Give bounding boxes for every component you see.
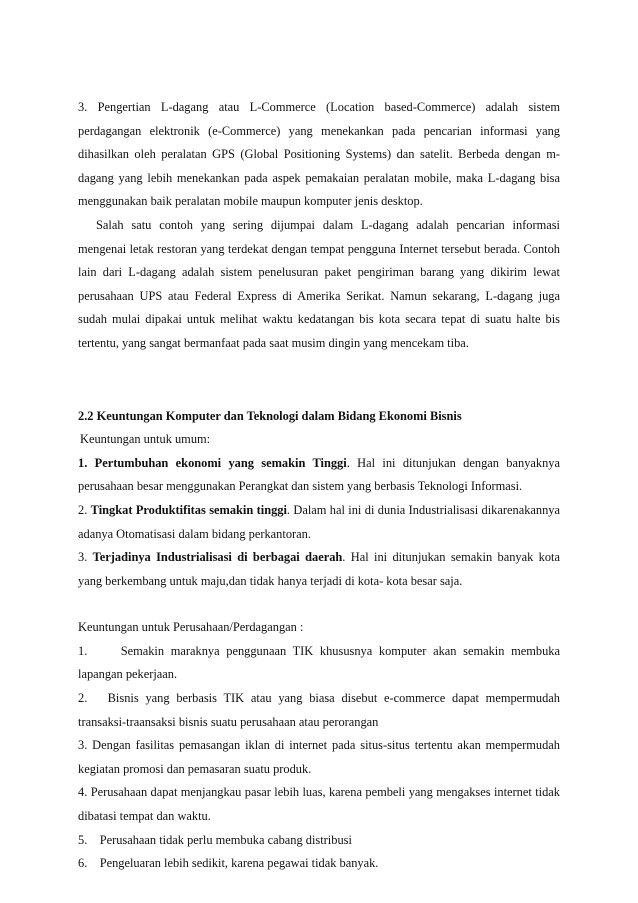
item-text: . Dalam hal ini di dunia Industrialisasi dikarenakannya adanya Otomatisasi dalam bidang perkantoran. <box>78 502 560 541</box>
item-number: 4. <box>78 785 88 800</box>
spacer <box>78 593 560 616</box>
item-number: 6. <box>78 856 88 871</box>
general-benefit-item <box>78 499 560 546</box>
item-text: Bisnis yang berbasis TIK atau yang biasa disebut e-commerce dapat mempermudah transaksi-traansaksi bisnis suatu perusahaan atau perorangan <box>78 691 561 729</box>
business-benefits-label: Keuntungan untuk Perusahaan/Perdagangan : <box>78 620 304 635</box>
business-benefit-item <box>78 829 560 853</box>
item-text: . Hal ini ditunjukan semakin banyak kota yang berkembang untuk maju,dan tidak hanya terjadi di kota- kota besar saja. <box>78 550 561 588</box>
item-number: 2. <box>78 691 88 706</box>
business-benefit-item <box>78 734 560 781</box>
item-text: . Hal ini ditunjukan dengan banyaknya perusahaan besar menggunakan Perangkat dan sistem yang berbasis Teknologi Informasi. <box>78 455 560 494</box>
item-bold-title: Tingkat Produktifitas semakin tinggi <box>90 502 287 517</box>
general-benefits-label: Keuntungan untuk umum: <box>80 432 211 447</box>
business-benefit-item <box>78 781 560 828</box>
item-text: Perusahaan tidak perlu membuka cabang distribusi <box>99 832 352 847</box>
general-benefit-item <box>78 546 560 593</box>
item-number: 1. <box>78 455 88 470</box>
item-number: 3. <box>78 738 88 753</box>
item-text: Dengan fasilitas pemasangan iklan di internet pada situs-situs tertentu akan mempermudah kegiatan promosi dan pemasaran suatu produk. <box>78 738 560 776</box>
general-benefit-item <box>78 452 560 499</box>
business-benefit-item <box>78 640 560 687</box>
document-body <box>78 96 560 876</box>
section-heading: 2.2 Keuntungan Komputer dan Teknologi dalam Bidang Ekonomi Bisnis <box>78 408 462 423</box>
item-bold-title: Pertumbuhan ekonomi yang semakin Tinggi <box>94 455 347 470</box>
business-benefit-item <box>78 852 560 876</box>
paragraph-l-dagang-example: Salah satu contoh yang sering dijumpai dalam L-dagang adalah pencarian informasi mengenai letak restoran yang terdekat dengan tempat pengguna Internet tersebut berada. Contoh lain dari L-dagang adalah sistem penelusuran paket pengiriman barang yang dikirim lewat perusahaan UPS atau Federal Express di Amerika Serikat. Namun sekarang, L-dagang juga sudah mulai dipakai untuk melihat waktu kedatangan bis kota secara tepat di suatu halte bis tertentu, yang sangat bermanfaat pada saat musim dingin yang mencekam tiba. <box>78 217 560 350</box>
item-number: 3. <box>78 550 88 565</box>
paragraph-l-dagang-definition: 3. Pengertian L-dagang atau L-Commerce (Location based-Commerce) adalah sistem perdagangan elektronik (e-Commerce) yang menekankan pada pencarian informasi yang dihasilkan oleh peralatan GPS (Global Positioning Systems) dan satelit. Berbeda dengan m-dagang yang lebih menekankan pada aspek pemakaian peralatan mobile, maka L-dagang bisa menggunakan baik peralatan mobile maupun komputer jenis desktop. <box>78 100 560 209</box>
item-text: Perusahaan dapat menjangkau pasar lebih luas, karena pembeli yang mengakses internet tidak dibatasi tempat dan waktu. <box>78 785 561 824</box>
item-number: 2. <box>78 502 88 517</box>
item-text: Pengeluaran lebih sedikit, karena pegawai tidak banyak. <box>99 856 379 871</box>
item-number: 5. <box>78 832 88 847</box>
business-benefit-item <box>78 687 560 734</box>
item-number: 1. <box>78 643 88 658</box>
spacer <box>78 356 560 403</box>
item-bold-title: Terjadinya Industrialisasi di berbagai daerah <box>92 550 343 565</box>
item-text: Semakin maraknya penggunaan TIK khususnya komputer akan semakin membuka lapangan pekerjaan. <box>78 643 560 682</box>
